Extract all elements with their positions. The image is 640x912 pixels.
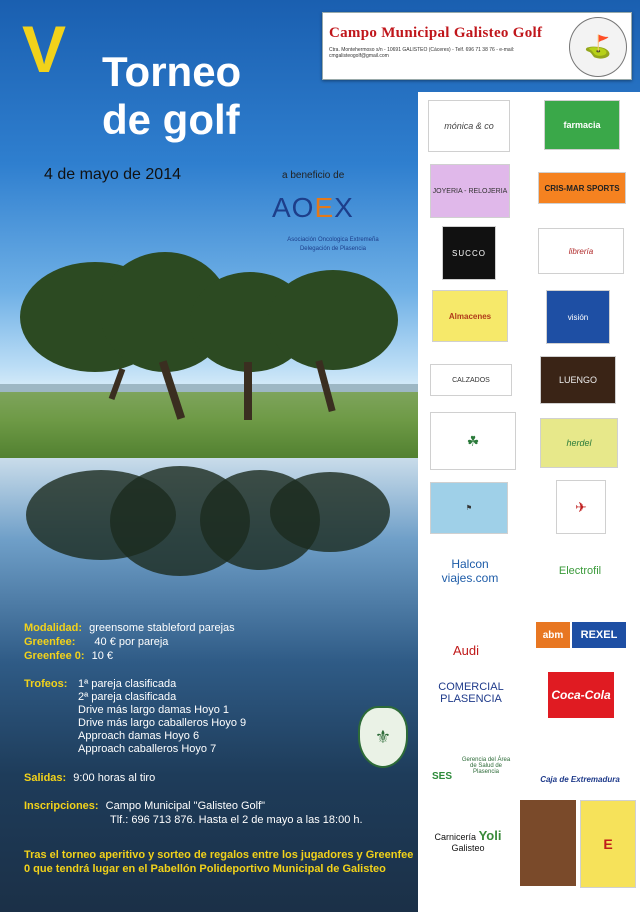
tournament-date: 4 de mayo de 2014 [44, 166, 181, 183]
sponsor-abm: abm [536, 622, 570, 648]
galisteo-text: Galisteo [451, 842, 485, 853]
aoex-delegation: Delegación de Plasencia [299, 246, 367, 252]
sponsor-calzados: CALZADOS [430, 364, 512, 396]
sponsor-audi: Audi [428, 614, 504, 658]
sponsor-shop-photo [520, 800, 576, 886]
sponsor-herdel: herdel [540, 418, 618, 468]
poster-title [102, 48, 241, 144]
aoex-name: Asociación Oncologica Extremeña [287, 237, 379, 243]
salidas-row: Salidas: 9:00 horas al tiro [24, 772, 156, 784]
sponsor-comercial-plasencia [428, 672, 514, 714]
sponsor-ses-text: Gerencia del Área de Salud de Plasencia [458, 750, 514, 782]
galisteo-crest-icon: ⚜ [358, 706, 408, 768]
yoli-text: Yoli [478, 827, 502, 843]
greenfee-row: Greenfee: 40 € por pareja [24, 636, 169, 648]
trofeo-item: 2ª pareja clasificada [78, 691, 177, 703]
modalidad-row: Modalidad: greensome stableford parejas [24, 622, 235, 634]
sponsor-electrofil: Electrofil [534, 556, 626, 586]
aoex-logo: AOEX [272, 192, 354, 223]
trofeo-item: Approach caballeros Hoyo 7 [78, 743, 217, 755]
aoex-caption [268, 236, 398, 254]
club-name: Campo Municipal Galisteo Golf [329, 25, 543, 41]
closing-note: Tras el torneo aperitivo y sorteo de regalos entre los jugadores y Greenfee 0 que tendrá lugar en el Pabellón Polideportivo Municipal de Galisteo [24, 849, 414, 875]
sponsor-libreria: librería [538, 228, 624, 274]
inscripciones-phone: Tlf.: 696 713 876. Hasta el 2 de mayo a las 18:00 h. [110, 814, 363, 826]
trofeo-item: Drive más largo damas Hoyo 1 [78, 704, 230, 716]
plasencia-text: PLASENCIA [440, 693, 502, 705]
sponsor-rexel: REXEL [572, 622, 626, 648]
trofeo-item: Approach damas Hoyo 6 [78, 730, 200, 742]
sponsor-succo: SUCCO [442, 226, 496, 280]
title-line-2: de golf [102, 96, 240, 143]
club-crest-icon: ⛳ [569, 17, 627, 77]
inscripciones-row: Inscripciones: Campo Municipal "Galisteo Golf" [24, 800, 266, 812]
sponsor-joyeria: JOYERIA - RELOJERIA [430, 164, 510, 218]
sponsor-luengo: LUENGO [540, 356, 616, 404]
sponsor-seguros-icon: ⚑ [430, 482, 508, 534]
edition-number: V [22, 12, 67, 86]
sponsor-yellow-sign-icon: E [580, 800, 636, 888]
trofeos-label: Trofeos: [24, 678, 68, 690]
sponsor-farmacia: farmacia [544, 100, 620, 150]
golf-club-header [322, 12, 632, 80]
comercial-text: COMERCIAL [438, 681, 504, 693]
trofeos-list [78, 678, 246, 756]
sponsor-halcon: Halcon viajes.com [426, 556, 514, 586]
sponsor-monica: mónica & co [428, 100, 510, 152]
sponsor-crismar: CRIS-MAR SPORTS [538, 172, 626, 204]
sponsor-clover-icon: ☘ [430, 412, 516, 470]
sponsor-vision: visión [546, 290, 610, 344]
trofeo-item: 1ª pareja clasificada [78, 678, 177, 690]
greenfee0-row: Greenfee 0: 10 € [24, 650, 114, 662]
sponsor-ses: SES [428, 736, 456, 782]
carniceria-text: Carnicería [434, 831, 477, 842]
trofeo-item: Drive más largo caballeros Hoyo 9 [78, 717, 247, 729]
sponsor-cocacola: Coca-Cola [548, 672, 614, 718]
sponsor-caja-extremadura: Caja de Extremadura [534, 738, 626, 784]
sponsor-plane-icon: ✈ [556, 480, 606, 534]
sponsor-carniceria-yoli [422, 820, 514, 860]
sponsor-almacenes: Almacenes [432, 290, 508, 342]
club-address: Ctra. Montehermoso s/n - 10691 GALISTEO (Cáceres) - Telf. 696 71 38 76 - e-mail: cmgalisteogolf@gmail.com [329, 47, 515, 59]
beneficio-text: a beneficio de [282, 170, 345, 181]
title-line-1: Torneo [102, 48, 242, 95]
golf-field [0, 392, 420, 462]
